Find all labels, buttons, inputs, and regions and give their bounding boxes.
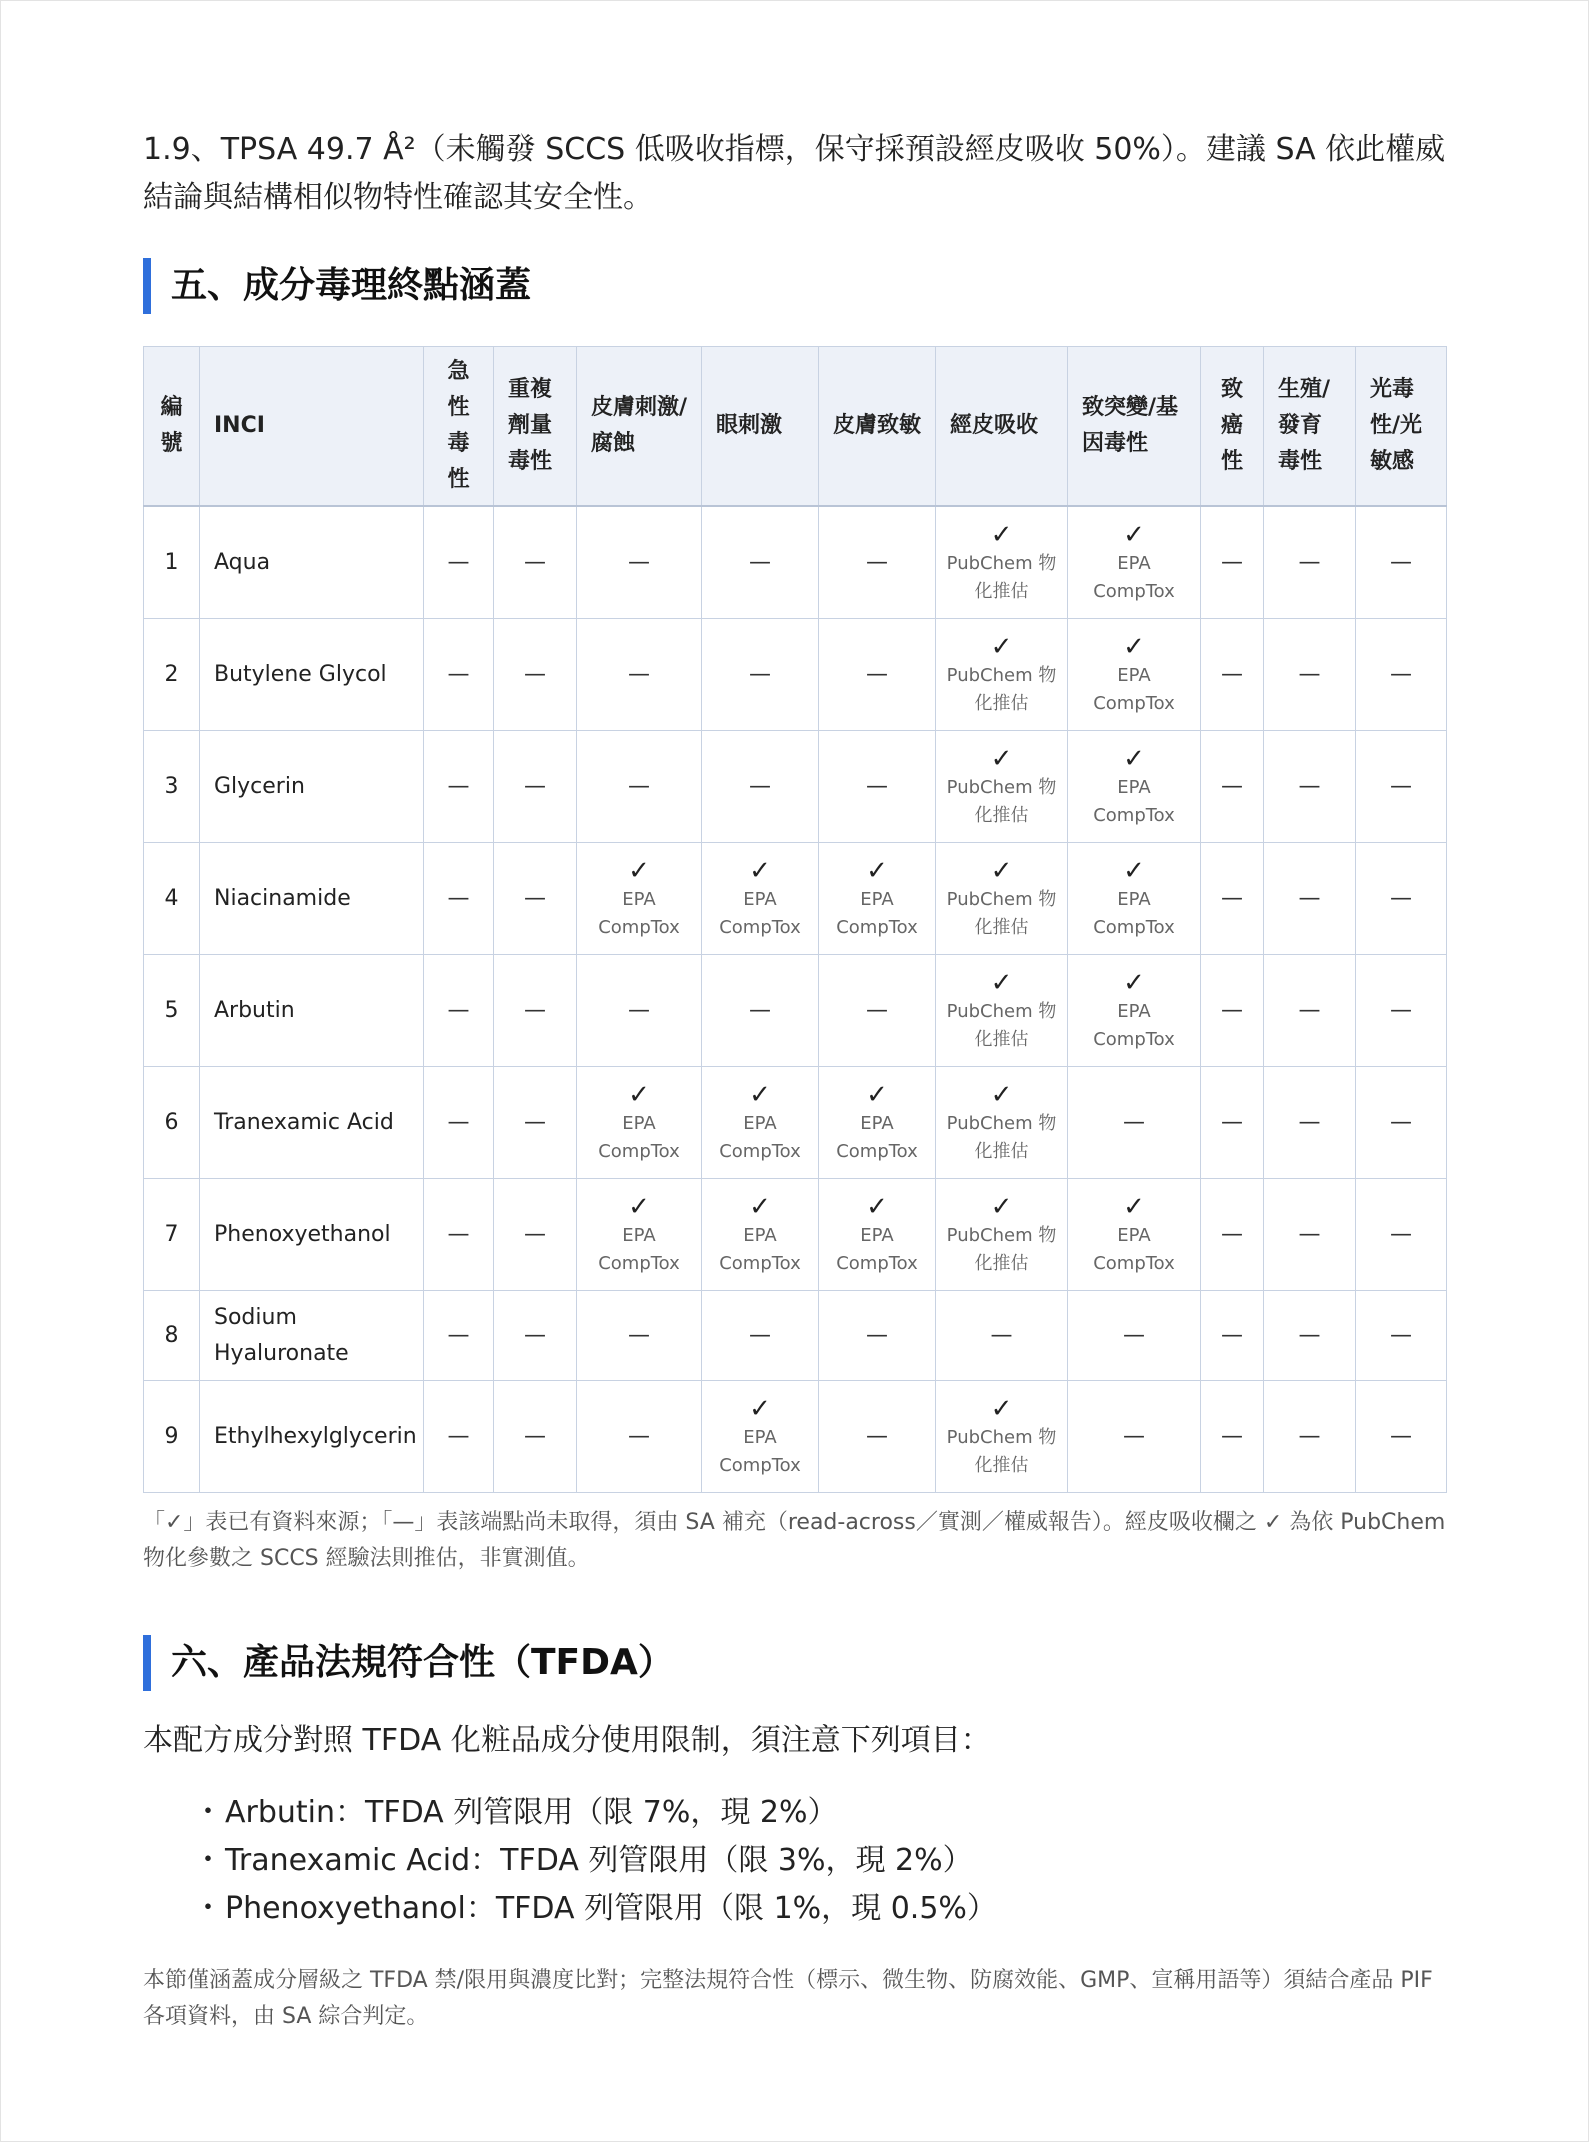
source-label: PubChem 物 [946, 552, 1057, 574]
source-label: 化推估 [974, 1454, 1029, 1476]
endpoint-cell [577, 843, 702, 955]
source-label: EPA [622, 888, 656, 910]
dash-icon: — [1298, 550, 1321, 575]
source-label: PubChem 物 [946, 776, 1057, 798]
header-reproductive-toxicity: 生殖/發育毒性 [1264, 347, 1356, 507]
endpoint-cell [1356, 1067, 1447, 1179]
endpoint-cell [1264, 506, 1356, 619]
inci-name: Aqua [200, 506, 424, 619]
endpoint-cell [819, 619, 936, 731]
endpoint-cell [702, 955, 819, 1067]
source-label: CompTox [1093, 916, 1175, 938]
dash-icon: — [1221, 886, 1243, 911]
check-icon: ✓ [628, 855, 650, 886]
endpoint-cell [424, 843, 494, 955]
dash-icon: — [628, 1424, 650, 1449]
table-row [144, 1179, 1447, 1291]
source-label: CompTox [719, 1140, 801, 1162]
dash-icon: — [1221, 1110, 1243, 1135]
inci-name: Phenoxyethanol [200, 1179, 424, 1291]
dash-icon: — [1390, 1323, 1412, 1348]
section-5-heading: 五、成分毒理終點涵蓋 [143, 258, 1446, 314]
endpoint-cell [819, 1179, 936, 1291]
dash-icon: — [990, 1323, 1013, 1348]
endpoint-cell [1068, 731, 1201, 843]
endpoint-cell [1264, 619, 1356, 731]
endpoint-cell [1068, 955, 1201, 1067]
endpoint-cell [424, 619, 494, 731]
endpoint-cell [577, 506, 702, 619]
dash-icon: — [1221, 550, 1243, 575]
dash-icon: — [524, 662, 546, 687]
dash-icon: — [628, 550, 650, 575]
check-icon: ✓ [1123, 743, 1145, 774]
endpoint-cell [1068, 506, 1201, 619]
endpoint-cell [424, 1067, 494, 1179]
dash-icon: — [866, 1424, 888, 1449]
endpoint-cell [1068, 1067, 1201, 1179]
list-item [193, 1837, 1446, 1885]
table-row [144, 955, 1447, 1067]
endpoint-cell [577, 1381, 702, 1493]
dash-icon: — [447, 1110, 470, 1135]
dash-icon: — [1123, 1424, 1145, 1449]
header-eye-irritation: 眼刺激 [702, 347, 819, 507]
source-label: CompTox [836, 916, 918, 938]
endpoint-cell [424, 955, 494, 1067]
endpoint-cell [1356, 843, 1447, 955]
dash-icon: — [628, 662, 650, 687]
endpoint-cell [702, 731, 819, 843]
endpoint-cell [494, 506, 577, 619]
endpoint-cell [702, 843, 819, 955]
source-label: 化推估 [974, 804, 1029, 826]
list-item [193, 1885, 1446, 1933]
endpoint-cell [936, 506, 1068, 619]
source-label: CompTox [598, 1140, 680, 1162]
endpoint-cell [1356, 955, 1447, 1067]
check-icon: ✓ [990, 631, 1013, 662]
endpoint-cell [936, 1067, 1068, 1179]
dash-icon: — [866, 774, 888, 799]
dash-icon: — [524, 1424, 546, 1449]
section-6-lead: 本配方成分對照 TFDA 化粧品成分使用限制，須注意下列項目： [143, 1723, 991, 1758]
dash-icon: — [749, 662, 771, 687]
dash-icon: — [524, 998, 546, 1023]
dash-icon: — [1298, 1222, 1321, 1247]
endpoint-cell [702, 1381, 819, 1493]
inci-name: Butylene Glycol [200, 619, 424, 731]
endpoint-cell [819, 506, 936, 619]
endpoint-cell [1264, 955, 1356, 1067]
dash-icon: — [1298, 886, 1321, 911]
table-note: 「✓」表已有資料來源；「—」表該端點尚未取得，須由 SA 補充（read-across／實測／權威報告）。經皮吸收欄之 ✓ 為依 PubChem 物化參數之 SCCS 經驗法則推估，非實測值。 [143, 1510, 1446, 1571]
table-row [144, 1067, 1447, 1179]
endpoint-cell [424, 506, 494, 619]
header-carcinogenicity: 致癌性 [1201, 347, 1264, 507]
dash-icon: — [1298, 774, 1321, 799]
dash-icon: — [1390, 1424, 1412, 1449]
bullet-icon: ・ [193, 1891, 223, 1926]
row-number: 7 [144, 1179, 200, 1291]
dash-icon: — [749, 1323, 771, 1348]
dash-icon: — [1390, 998, 1412, 1023]
endpoint-cell [494, 1381, 577, 1493]
source-label: EPA [743, 1426, 777, 1448]
inci-name: Arbutin [200, 955, 424, 1067]
dash-icon: — [447, 1222, 470, 1247]
endpoint-cell [819, 1067, 936, 1179]
source-label: CompTox [1093, 692, 1175, 714]
source-label: PubChem 物 [946, 1112, 1057, 1134]
source-label: EPA [1117, 1000, 1151, 1022]
dash-icon: — [1123, 1323, 1145, 1348]
header-no: 編號 [144, 347, 200, 507]
dash-icon: — [628, 1323, 650, 1348]
endpoint-cell [819, 731, 936, 843]
table-row [144, 843, 1447, 955]
dash-icon: — [1390, 662, 1412, 687]
dash-icon: — [447, 1323, 470, 1348]
row-number: 2 [144, 619, 200, 731]
check-icon: ✓ [1123, 631, 1145, 662]
endpoint-cell [1264, 1381, 1356, 1493]
endpoint-cell [494, 955, 577, 1067]
endpoint-cell [936, 619, 1068, 731]
endpoint-cell [1356, 1381, 1447, 1493]
check-icon: ✓ [1123, 1191, 1145, 1222]
row-number: 3 [144, 731, 200, 843]
source-label: PubChem 物 [946, 1000, 1057, 1022]
check-icon: ✓ [1123, 855, 1145, 886]
endpoint-cell [702, 619, 819, 731]
endpoint-cell [819, 1381, 936, 1493]
endpoint-cell [494, 619, 577, 731]
bullet-icon: ・ [193, 1795, 223, 1830]
check-icon: ✓ [749, 1191, 771, 1222]
source-label: EPA [1117, 664, 1151, 686]
endpoint-cell [1201, 1291, 1264, 1381]
source-label: CompTox [1093, 804, 1175, 826]
check-icon: ✓ [749, 1393, 771, 1424]
endpoint-cell [494, 1179, 577, 1291]
source-label: 化推估 [974, 1140, 1029, 1162]
check-icon: ✓ [1123, 967, 1145, 998]
dash-icon: — [524, 774, 546, 799]
source-label: CompTox [1093, 580, 1175, 602]
inci-name: Sodium Hyaluronate [200, 1291, 424, 1381]
bullet-icon: ・ [193, 1843, 223, 1878]
dash-icon: — [447, 774, 470, 799]
check-icon: ✓ [990, 743, 1013, 774]
endpoint-cell [702, 1179, 819, 1291]
endpoint-cell [702, 1291, 819, 1381]
dash-icon: — [1221, 998, 1243, 1023]
dash-icon: — [1390, 1222, 1412, 1247]
endpoint-cell [936, 1291, 1068, 1381]
endpoint-cell [424, 1381, 494, 1493]
source-label: CompTox [598, 1252, 680, 1274]
row-number: 6 [144, 1067, 200, 1179]
row-number: 9 [144, 1381, 200, 1493]
endpoint-cell [494, 1067, 577, 1179]
regulated-ingredient-list [143, 1789, 1446, 1933]
dash-icon: — [866, 550, 888, 575]
endpoint-cell [1264, 1291, 1356, 1381]
check-icon: ✓ [990, 855, 1013, 886]
check-icon: ✓ [866, 1191, 888, 1222]
table-row [144, 506, 1447, 619]
endpoint-cell [577, 1291, 702, 1381]
endpoint-cell [424, 1291, 494, 1381]
source-label: CompTox [836, 1140, 918, 1162]
source-label: 化推估 [974, 1252, 1029, 1274]
endpoint-cell [1201, 731, 1264, 843]
check-icon: ✓ [990, 1191, 1013, 1222]
source-label: 化推估 [974, 692, 1029, 714]
header-skin-sensitization: 皮膚致敏 [819, 347, 936, 507]
dash-icon: — [1221, 1323, 1243, 1348]
source-label: CompTox [1093, 1252, 1175, 1274]
toxicology-endpoint-table [143, 346, 1447, 1493]
endpoint-cell [1264, 843, 1356, 955]
source-label: EPA [1117, 1224, 1151, 1246]
endpoint-cell [1201, 506, 1264, 619]
dash-icon: — [524, 886, 546, 911]
header-mutagenicity: 致突變/基因毒性 [1068, 347, 1201, 507]
check-icon: ✓ [628, 1079, 650, 1110]
source-label: CompTox [836, 1252, 918, 1274]
check-icon: ✓ [990, 1393, 1013, 1424]
list-item-text: Arbutin：TFDA 列管限用（限 7%，現 2%） [225, 1795, 838, 1830]
inci-name: Tranexamic Acid [200, 1067, 424, 1179]
endpoint-cell [1356, 1179, 1447, 1291]
endpoint-cell [702, 506, 819, 619]
intro-line-2: 結論與結構相似物特性確認其安全性。 [143, 180, 653, 215]
check-icon: ✓ [749, 1079, 771, 1110]
dash-icon: — [866, 1323, 888, 1348]
endpoint-cell [1264, 1067, 1356, 1179]
endpoint-cell [936, 731, 1068, 843]
dash-icon: — [1298, 1323, 1321, 1348]
source-label: EPA [743, 888, 777, 910]
source-label: EPA [860, 888, 894, 910]
endpoint-cell [1201, 1381, 1264, 1493]
endpoint-cell [819, 843, 936, 955]
dash-icon: — [1123, 1110, 1145, 1135]
endpoint-cell [819, 1291, 936, 1381]
dash-icon: — [447, 662, 470, 687]
row-number: 8 [144, 1291, 200, 1381]
dash-icon: — [1390, 774, 1412, 799]
header-dermal-absorption: 經皮吸收 [936, 347, 1068, 507]
source-label: CompTox [719, 916, 801, 938]
endpoint-cell [577, 1067, 702, 1179]
dash-icon: — [1298, 1110, 1321, 1135]
endpoint-cell [936, 955, 1068, 1067]
source-label: PubChem 物 [946, 888, 1057, 910]
dash-icon: — [524, 1323, 546, 1348]
endpoint-cell [424, 731, 494, 843]
dash-icon: — [1298, 662, 1321, 687]
source-label: EPA [860, 1224, 894, 1246]
source-label: CompTox [719, 1252, 801, 1274]
dash-icon: — [524, 1222, 546, 1247]
row-number: 1 [144, 506, 200, 619]
endpoint-cell [577, 731, 702, 843]
endpoint-cell [424, 1179, 494, 1291]
source-label: CompTox [1093, 1028, 1175, 1050]
list-item [193, 1789, 1446, 1837]
intro-line-1: 1.9、TPSA 49.7 Å²（未觸發 SCCS 低吸收指標，保守採預設經皮吸收 50%）。建議 SA 依此權威 [143, 132, 1446, 167]
endpoint-cell [1201, 955, 1264, 1067]
endpoint-cell [1201, 1067, 1264, 1179]
endpoint-cell [494, 843, 577, 955]
dash-icon: — [749, 774, 771, 799]
endpoint-cell [577, 1179, 702, 1291]
source-label: CompTox [719, 1454, 801, 1476]
dash-icon: — [447, 1424, 470, 1449]
endpoint-cell [494, 1291, 577, 1381]
dash-icon: — [524, 550, 546, 575]
intro-paragraph [143, 126, 1446, 222]
table-row [144, 619, 1447, 731]
endpoint-cell [1068, 1291, 1201, 1381]
source-label: EPA [1117, 888, 1151, 910]
header-phototoxicity: 光毒性/光敏感 [1356, 347, 1447, 507]
dash-icon: — [1390, 1110, 1412, 1135]
dash-icon: — [628, 774, 650, 799]
source-label: EPA [1117, 552, 1151, 574]
endpoint-cell [936, 1381, 1068, 1493]
dash-icon: — [1221, 1424, 1243, 1449]
dash-icon: — [524, 1110, 546, 1135]
endpoint-cell [1068, 619, 1201, 731]
inci-name: Niacinamide [200, 843, 424, 955]
header-skin-irritation: 皮膚刺激/腐蝕 [577, 347, 702, 507]
source-label: PubChem 物 [946, 664, 1057, 686]
endpoint-cell [1356, 619, 1447, 731]
list-item-text: Tranexamic Acid：TFDA 列管限用（限 3%，現 2%） [225, 1843, 973, 1878]
inci-name: Glycerin [200, 731, 424, 843]
dash-icon: — [628, 998, 650, 1023]
endpoint-cell [1068, 1381, 1201, 1493]
endpoint-cell [577, 955, 702, 1067]
endpoint-cell [819, 955, 936, 1067]
table-body [144, 506, 1447, 1493]
dash-icon: — [866, 998, 888, 1023]
dash-icon: — [1298, 1424, 1321, 1449]
endpoint-cell [1201, 1179, 1264, 1291]
endpoint-cell [936, 843, 1068, 955]
table-row [144, 1381, 1447, 1493]
list-item-text: Phenoxyethanol：TFDA 列管限用（限 1%，現 0.5%） [225, 1891, 997, 1926]
check-icon: ✓ [990, 519, 1013, 550]
check-icon: ✓ [866, 855, 888, 886]
source-label: EPA [622, 1224, 656, 1246]
source-label: EPA [622, 1112, 656, 1134]
source-label: CompTox [598, 916, 680, 938]
dash-icon: — [1221, 662, 1243, 687]
dash-icon: — [1390, 550, 1412, 575]
source-label: EPA [743, 1112, 777, 1134]
section-6-heading: 六、產品法規符合性（TFDA） [143, 1635, 1446, 1691]
endpoint-cell [1068, 843, 1201, 955]
endpoint-cell [1201, 619, 1264, 731]
header-acute-toxicity: 急性毒性 [424, 347, 494, 507]
endpoint-cell [1201, 843, 1264, 955]
source-label: EPA [860, 1112, 894, 1134]
dash-icon: — [1221, 774, 1243, 799]
header-inci: INCI [200, 347, 424, 507]
check-icon: ✓ [990, 967, 1013, 998]
dash-icon: — [447, 998, 470, 1023]
dash-icon: — [749, 998, 771, 1023]
endpoint-cell [1068, 1179, 1201, 1291]
dash-icon: — [1298, 998, 1321, 1023]
dash-icon: — [866, 662, 888, 687]
endpoint-cell [1356, 506, 1447, 619]
dash-icon: — [447, 550, 470, 575]
endpoint-cell [1264, 731, 1356, 843]
source-label: 化推估 [974, 916, 1029, 938]
row-number: 5 [144, 955, 200, 1067]
endpoint-cell [577, 619, 702, 731]
document-body [143, 126, 1446, 2035]
endpoint-cell [702, 1067, 819, 1179]
dash-icon: — [749, 550, 771, 575]
table-row [144, 731, 1447, 843]
endpoint-cell [1356, 731, 1447, 843]
source-label: PubChem 物 [946, 1224, 1057, 1246]
dash-icon: — [447, 886, 470, 911]
endpoint-cell [1356, 1291, 1447, 1381]
inci-name: Ethylhexylglycerin [200, 1381, 424, 1493]
endpoint-cell [936, 1179, 1068, 1291]
source-label: 化推估 [974, 580, 1029, 602]
table-header-row [144, 347, 1447, 507]
check-icon: ✓ [749, 855, 771, 886]
check-icon: ✓ [628, 1191, 650, 1222]
header-repeated-dose-toxicity: 重複劑量毒性 [494, 347, 577, 507]
section-6-footnote: 本節僅涵蓋成分層級之 TFDA 禁/限用與濃度比對；完整法規符合性（標示、微生物、防腐效能、GMP、宣稱用語等）須結合產品 PIF 各項資料，由 SA 綜合判定。 [143, 1968, 1433, 2029]
endpoint-cell [494, 731, 577, 843]
check-icon: ✓ [866, 1079, 888, 1110]
table-row [144, 1291, 1447, 1381]
dash-icon: — [1390, 886, 1412, 911]
check-icon: ✓ [1123, 519, 1145, 550]
endpoint-cell [1264, 1179, 1356, 1291]
dash-icon: — [1221, 1222, 1243, 1247]
source-label: EPA [1117, 776, 1151, 798]
source-label: EPA [743, 1224, 777, 1246]
row-number: 4 [144, 843, 200, 955]
source-label: 化推估 [974, 1028, 1029, 1050]
check-icon: ✓ [990, 1079, 1013, 1110]
source-label: PubChem 物 [946, 1426, 1057, 1448]
